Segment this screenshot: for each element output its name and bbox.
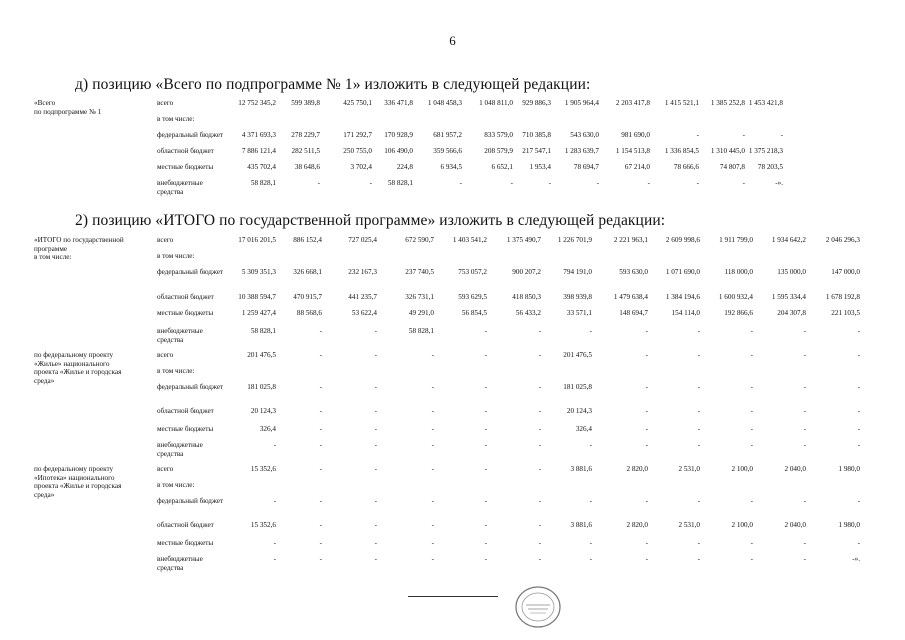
table-cell: - — [484, 327, 487, 335]
table-cell: 1 384 194,6 — [665, 293, 700, 301]
row-category: всего — [157, 99, 174, 107]
table-cell: - — [803, 425, 806, 433]
table-cell: 3 881,6 — [570, 465, 592, 473]
table-cell: - — [484, 497, 487, 505]
table-cell: - — [538, 441, 541, 449]
table-cell: - — [645, 555, 648, 563]
table-cell: 2 221 963,1 — [613, 236, 648, 244]
table-cell: - — [548, 179, 551, 187]
table-cell: 359 566,6 — [433, 147, 462, 155]
row-category: местные бюджеты — [157, 425, 214, 433]
table-cell: - — [319, 327, 322, 335]
table-cell: - — [645, 425, 648, 433]
row-label: «ИТОГО по государственной программе в том числе: — [34, 236, 124, 261]
table-cell: 441 235,7 — [348, 293, 377, 301]
table-cell: 2 100,0 — [731, 465, 753, 473]
table-cell: 49 291,0 — [408, 309, 434, 317]
table-cell: - — [538, 521, 541, 529]
table-cell: - — [431, 407, 434, 415]
table-cell: - — [374, 425, 377, 433]
table-cell: 1 911 799,0 — [719, 236, 753, 244]
row-category: внебюджетные средства — [157, 555, 203, 572]
row-category: в том числе: — [157, 115, 195, 123]
table-cell: - — [803, 539, 806, 547]
seal-stamp-icon — [514, 585, 562, 629]
table-cell: 2 046 296,3 — [825, 236, 860, 244]
table-cell: 1 403 541,2 — [452, 236, 487, 244]
table-cell: - — [538, 539, 541, 547]
table-cell: - — [697, 539, 700, 547]
table-cell: - — [273, 497, 276, 505]
table-cell: 192 866,6 — [724, 309, 753, 317]
table-cell: - — [484, 539, 487, 547]
table-cell: - — [538, 425, 541, 433]
table-row — [0, 383, 905, 399]
table-cell: 794 191,0 — [563, 268, 592, 276]
table-cell: 15 352,6 — [250, 521, 276, 529]
table-cell: - — [319, 465, 322, 473]
table-cell: 208 579,9 — [484, 147, 513, 155]
table-row — [0, 309, 905, 325]
table-cell: 1 980,0 — [838, 521, 860, 529]
table-cell: - — [484, 351, 487, 359]
table-cell: 3 702,4 — [350, 163, 372, 171]
table-cell: 15 352,6 — [250, 465, 276, 473]
table-cell: -». — [775, 179, 783, 187]
table-cell: - — [750, 383, 753, 391]
table-cell: - — [803, 441, 806, 449]
table-cell: - — [645, 383, 648, 391]
table-row — [0, 236, 905, 252]
table-cell: 672 590,7 — [405, 236, 434, 244]
table-cell: 78 203,5 — [757, 163, 783, 171]
table-cell: - — [857, 425, 860, 433]
table-row — [0, 147, 905, 163]
table-cell: 981 690,0 — [621, 131, 650, 139]
table-cell: 148 694,7 — [619, 309, 648, 317]
table-cell: - — [431, 425, 434, 433]
table-cell: 221 103,5 — [831, 309, 860, 317]
table-cell: 900 207,2 — [512, 268, 541, 276]
table-cell: - — [696, 131, 699, 139]
table-cell: 58 828,1 — [408, 327, 434, 335]
table-cell: - — [431, 497, 434, 505]
table-row — [0, 99, 905, 115]
table-cell: 1 934 642,2 — [771, 236, 806, 244]
row-category: федеральный бюджет — [157, 131, 224, 139]
row-category: всего — [157, 236, 174, 244]
table-cell: - — [484, 383, 487, 391]
table-cell: 58 828,1 — [387, 179, 413, 187]
table-cell: - — [742, 179, 745, 187]
table-cell: 250 755,0 — [343, 147, 372, 155]
row-label: по федеральному проекту «Ипотека» национального проекта «Жилье и городская среда» — [34, 465, 122, 499]
table-cell: 2 100,0 — [731, 521, 753, 529]
table-cell: 2 040,0 — [784, 465, 806, 473]
table-cell: - — [538, 555, 541, 563]
table-cell: 398 939,8 — [563, 293, 592, 301]
table-cell: 599 389,8 — [291, 99, 320, 107]
table-cell: 237 740,5 — [405, 268, 434, 276]
table-cell: - — [431, 539, 434, 547]
table-cell: - — [374, 407, 377, 415]
table-cell: - — [780, 131, 783, 139]
table-cell: 1 595 334,4 — [771, 293, 806, 301]
table-cell: - — [697, 351, 700, 359]
table-cell: 1 071 690,0 — [665, 268, 700, 276]
row-category: внебюджетные средства — [157, 441, 203, 458]
row-category: в том числе: — [157, 252, 195, 260]
table-cell: - — [750, 497, 753, 505]
table-row — [0, 481, 905, 497]
table-cell: - — [319, 441, 322, 449]
table-cell: 217 547,1 — [522, 147, 551, 155]
table-cell: 171 292,7 — [343, 131, 372, 139]
table-cell: 425 750,1 — [343, 99, 372, 107]
row-category: внебюджетные средства — [157, 179, 203, 196]
table-cell: - — [589, 327, 592, 335]
table-cell: 88 568,6 — [296, 309, 322, 317]
table-cell: 106 490,0 — [384, 147, 413, 155]
table-cell: 20 124,3 — [250, 407, 276, 415]
table-cell: - — [431, 383, 434, 391]
table-cell: 78 694,7 — [573, 163, 599, 171]
table-cell: - — [374, 555, 377, 563]
table-cell: 1 048 811,0 — [479, 99, 513, 107]
table-cell: - — [697, 441, 700, 449]
table-cell: 12 752 345,2 — [238, 99, 276, 107]
table-cell: - — [538, 465, 541, 473]
table-cell: 435 702,4 — [247, 163, 276, 171]
table-cell: - — [697, 497, 700, 505]
table-cell: - — [596, 179, 599, 187]
table-row — [0, 351, 905, 367]
table-cell: 1 905 964,4 — [564, 99, 599, 107]
table-cell: - — [459, 179, 462, 187]
signature-line — [408, 596, 498, 597]
table-cell: - — [431, 555, 434, 563]
table-cell: - — [538, 351, 541, 359]
table-cell: 336 471,8 — [384, 99, 413, 107]
table-cell: 1 479 638,4 — [613, 293, 648, 301]
table-cell: - — [484, 555, 487, 563]
table-cell: 929 886,3 — [522, 99, 551, 107]
table-cell: - — [374, 383, 377, 391]
row-category: федеральный бюджет — [157, 268, 224, 276]
table-cell: 170 928,9 — [384, 131, 413, 139]
table-cell: 17 016 201,5 — [238, 236, 276, 244]
table-cell: - — [319, 383, 322, 391]
table-cell: 886 152,4 — [293, 236, 322, 244]
table-row — [0, 407, 905, 423]
table-cell: - — [697, 327, 700, 335]
row-category: областной бюджет — [157, 293, 214, 301]
table-cell: 181 025,8 — [563, 383, 592, 391]
table-cell: 833 579,0 — [484, 131, 513, 139]
table-cell: - — [645, 441, 648, 449]
table-cell: 2 609 998,6 — [665, 236, 700, 244]
table-cell: 1 385 252,8 — [710, 99, 745, 107]
table-cell: - — [319, 425, 322, 433]
table-cell: - — [319, 521, 322, 529]
table-cell: - — [374, 351, 377, 359]
table-cell: - — [857, 351, 860, 359]
table-cell: - — [538, 497, 541, 505]
table-cell: 681 957,2 — [433, 131, 462, 139]
table-cell: 38 648,6 — [294, 163, 320, 171]
table-cell: - — [484, 465, 487, 473]
table-row — [0, 497, 905, 513]
table-cell: 232 167,3 — [348, 268, 377, 276]
table-cell: 470 915,7 — [293, 293, 322, 301]
table-row — [0, 521, 905, 537]
table-cell: - — [484, 521, 487, 529]
table-row — [0, 367, 905, 383]
table-cell: 58 828,1 — [250, 179, 276, 187]
table-cell: 1 048 458,3 — [427, 99, 462, 107]
table-cell: - — [750, 539, 753, 547]
table-cell: - — [697, 383, 700, 391]
row-category: федеральный бюджет — [157, 383, 224, 391]
table-cell: 418 850,3 — [512, 293, 541, 301]
row-category: в том числе: — [157, 367, 195, 375]
table-cell: 201 476,5 — [563, 351, 592, 359]
table-cell: 2 531,0 — [678, 521, 700, 529]
table-cell: 20 124,3 — [566, 407, 592, 415]
table-cell: 6 652,1 — [491, 163, 513, 171]
table-cell: - — [857, 441, 860, 449]
table-cell: - — [484, 441, 487, 449]
table-cell: - — [431, 441, 434, 449]
table-cell: -». — [852, 555, 860, 563]
table-cell: 753 057,2 — [458, 268, 487, 276]
table-cell: - — [374, 497, 377, 505]
table-cell: - — [374, 521, 377, 529]
table-cell: - — [857, 497, 860, 505]
table-cell: - — [374, 465, 377, 473]
table-row — [0, 252, 905, 268]
table-cell: 727 025,4 — [348, 236, 377, 244]
row-category: в том числе: — [157, 481, 195, 489]
table-cell: 1 336 854,5 — [664, 147, 699, 155]
table-cell: 326 731,1 — [405, 293, 434, 301]
table-cell: 2 203 417,8 — [615, 99, 650, 107]
table-cell: - — [319, 407, 322, 415]
table-cell: 1 678 192,8 — [825, 293, 860, 301]
table-cell: 1 953,4 — [529, 163, 551, 171]
table-cell: - — [589, 497, 592, 505]
table-row — [0, 163, 905, 179]
table-cell: 1 375 490,7 — [506, 236, 541, 244]
row-category: местные бюджеты — [157, 309, 214, 317]
table-cell: - — [589, 555, 592, 563]
table-cell: 201 476,5 — [247, 351, 276, 359]
table-cell: 593 629,5 — [458, 293, 487, 301]
table-cell: - — [857, 539, 860, 547]
table-cell: 1 259 427,4 — [241, 309, 276, 317]
table-cell: - — [319, 351, 322, 359]
table-cell: 1 415 521,1 — [664, 99, 699, 107]
table-cell: - — [484, 407, 487, 415]
table-cell: - — [317, 179, 320, 187]
table-cell: - — [374, 327, 377, 335]
table-row — [0, 327, 905, 343]
table-cell: - — [273, 539, 276, 547]
table-row — [0, 115, 905, 131]
table-cell: - — [697, 425, 700, 433]
table-cell: - — [857, 327, 860, 335]
table-cell: 6 934,5 — [440, 163, 462, 171]
table-cell: - — [645, 327, 648, 335]
table-cell: - — [431, 465, 434, 473]
page-number: 6 — [449, 33, 456, 48]
table-cell: 710 385,8 — [522, 131, 551, 139]
row-category: местные бюджеты — [157, 163, 214, 171]
table-cell: 282 511,5 — [291, 147, 320, 155]
table-cell: - — [645, 407, 648, 415]
table-row — [0, 179, 905, 195]
table-cell: - — [750, 351, 753, 359]
table-cell: - — [750, 425, 753, 433]
table-cell: - — [750, 441, 753, 449]
table-cell: 4 371 693,3 — [241, 131, 276, 139]
table-cell: - — [319, 555, 322, 563]
table-cell: 1 453 421,8 — [748, 99, 783, 107]
table-row — [0, 465, 905, 481]
table-cell: 2 040,0 — [784, 521, 806, 529]
table-row — [0, 268, 905, 284]
table-cell: 2 820,0 — [626, 521, 648, 529]
table-cell: - — [431, 521, 434, 529]
table-cell: 58 828,1 — [250, 327, 276, 335]
table-cell: 53 622,4 — [351, 309, 377, 317]
table-cell: - — [857, 407, 860, 415]
table-cell: 3 881,6 — [570, 521, 592, 529]
table-cell: 326 668,1 — [293, 268, 322, 276]
table-cell: - — [803, 407, 806, 415]
table-row — [0, 441, 905, 457]
table-cell: 1 980,0 — [838, 465, 860, 473]
row-label: по федеральному проекту «Жилье» национального проекта «Жилье и городская среда» — [34, 351, 122, 385]
table-cell: 1 154 513,8 — [615, 147, 650, 155]
table-cell: - — [696, 179, 699, 187]
table-cell: - — [803, 383, 806, 391]
table-cell: 5 309 351,3 — [241, 268, 276, 276]
row-category: федеральный бюджет — [157, 497, 224, 505]
table-cell: - — [538, 383, 541, 391]
table-row — [0, 425, 905, 441]
table-cell: 147 000,0 — [831, 268, 860, 276]
table-cell: - — [538, 327, 541, 335]
row-category: местные бюджеты — [157, 539, 214, 547]
table-cell: - — [803, 327, 806, 335]
table-cell: - — [645, 351, 648, 359]
table-cell: 10 388 594,7 — [238, 293, 276, 301]
table-cell: 1 226 701,9 — [557, 236, 592, 244]
table-cell: - — [273, 441, 276, 449]
table-cell: 1 310 445,0 — [710, 147, 745, 155]
table-cell: - — [319, 539, 322, 547]
table-cell: 1 600 932,4 — [718, 293, 753, 301]
table-cell: - — [803, 351, 806, 359]
table-cell: - — [374, 539, 377, 547]
table-cell: - — [431, 351, 434, 359]
table-cell: - — [803, 555, 806, 563]
table-cell: 278 229,7 — [291, 131, 320, 139]
table-cell: - — [484, 425, 487, 433]
row-category: областной бюджет — [157, 147, 214, 155]
table-cell: - — [589, 539, 592, 547]
table-row — [0, 131, 905, 147]
table-cell: - — [857, 383, 860, 391]
table-cell: - — [273, 555, 276, 563]
heading-program-total: 2) позицию «ИТОГО по государственной программе» изложить в следующей редакции: — [75, 212, 666, 229]
row-category: всего — [157, 465, 174, 473]
heading-subprogram-total: д) позицию «Всего по подпрограмме № 1» изложить в следующей редакции: — [75, 76, 591, 93]
table-cell: - — [697, 555, 700, 563]
table-cell: - — [374, 441, 377, 449]
table-cell: - — [803, 497, 806, 505]
row-category: областной бюджет — [157, 407, 214, 415]
table-row — [0, 293, 905, 309]
table-cell: 1 283 639,7 — [564, 147, 599, 155]
table-cell: - — [750, 407, 753, 415]
table-cell: 2 531,0 — [678, 465, 700, 473]
table-cell: 224,8 — [396, 163, 413, 171]
table-cell: 74 807,8 — [719, 163, 745, 171]
table-cell: 118 000,0 — [724, 268, 753, 276]
table-cell: 154 114,0 — [671, 309, 700, 317]
table-cell: - — [645, 539, 648, 547]
table-cell: - — [510, 179, 513, 187]
table-row — [0, 555, 905, 571]
table-cell: 56 854,5 — [461, 309, 487, 317]
table-cell: 78 666,6 — [673, 163, 699, 171]
table-cell: 33 571,1 — [566, 309, 592, 317]
table-cell: 56 433,2 — [515, 309, 541, 317]
table-cell: 67 214,0 — [624, 163, 650, 171]
table-cell: - — [697, 407, 700, 415]
table-cell: 326,4 — [575, 425, 592, 433]
table-cell: 543 630,0 — [570, 131, 599, 139]
table-cell: - — [645, 497, 648, 505]
table-cell: - — [750, 555, 753, 563]
table-cell: - — [369, 179, 372, 187]
row-category: внебюджетные средства — [157, 327, 203, 344]
table-cell: - — [742, 131, 745, 139]
table-cell: 204 307,8 — [777, 309, 806, 317]
table-cell: - — [647, 179, 650, 187]
table-cell: - — [538, 407, 541, 415]
table-cell: 181 025,8 — [247, 383, 276, 391]
table-cell: 326,4 — [259, 425, 276, 433]
table-cell: 1 375 218,3 — [748, 147, 783, 155]
row-category: всего — [157, 351, 174, 359]
row-label: «Всего по подпрограмме № 1 — [34, 99, 102, 116]
row-category: областной бюджет — [157, 521, 214, 529]
table-row — [0, 539, 905, 555]
table-cell: - — [750, 327, 753, 335]
table-cell: 593 630,0 — [619, 268, 648, 276]
table-cell: 2 820,0 — [626, 465, 648, 473]
table-cell: 135 000,0 — [777, 268, 806, 276]
table-cell: - — [319, 497, 322, 505]
table-cell: - — [589, 441, 592, 449]
table-cell: 7 886 121,4 — [241, 147, 276, 155]
